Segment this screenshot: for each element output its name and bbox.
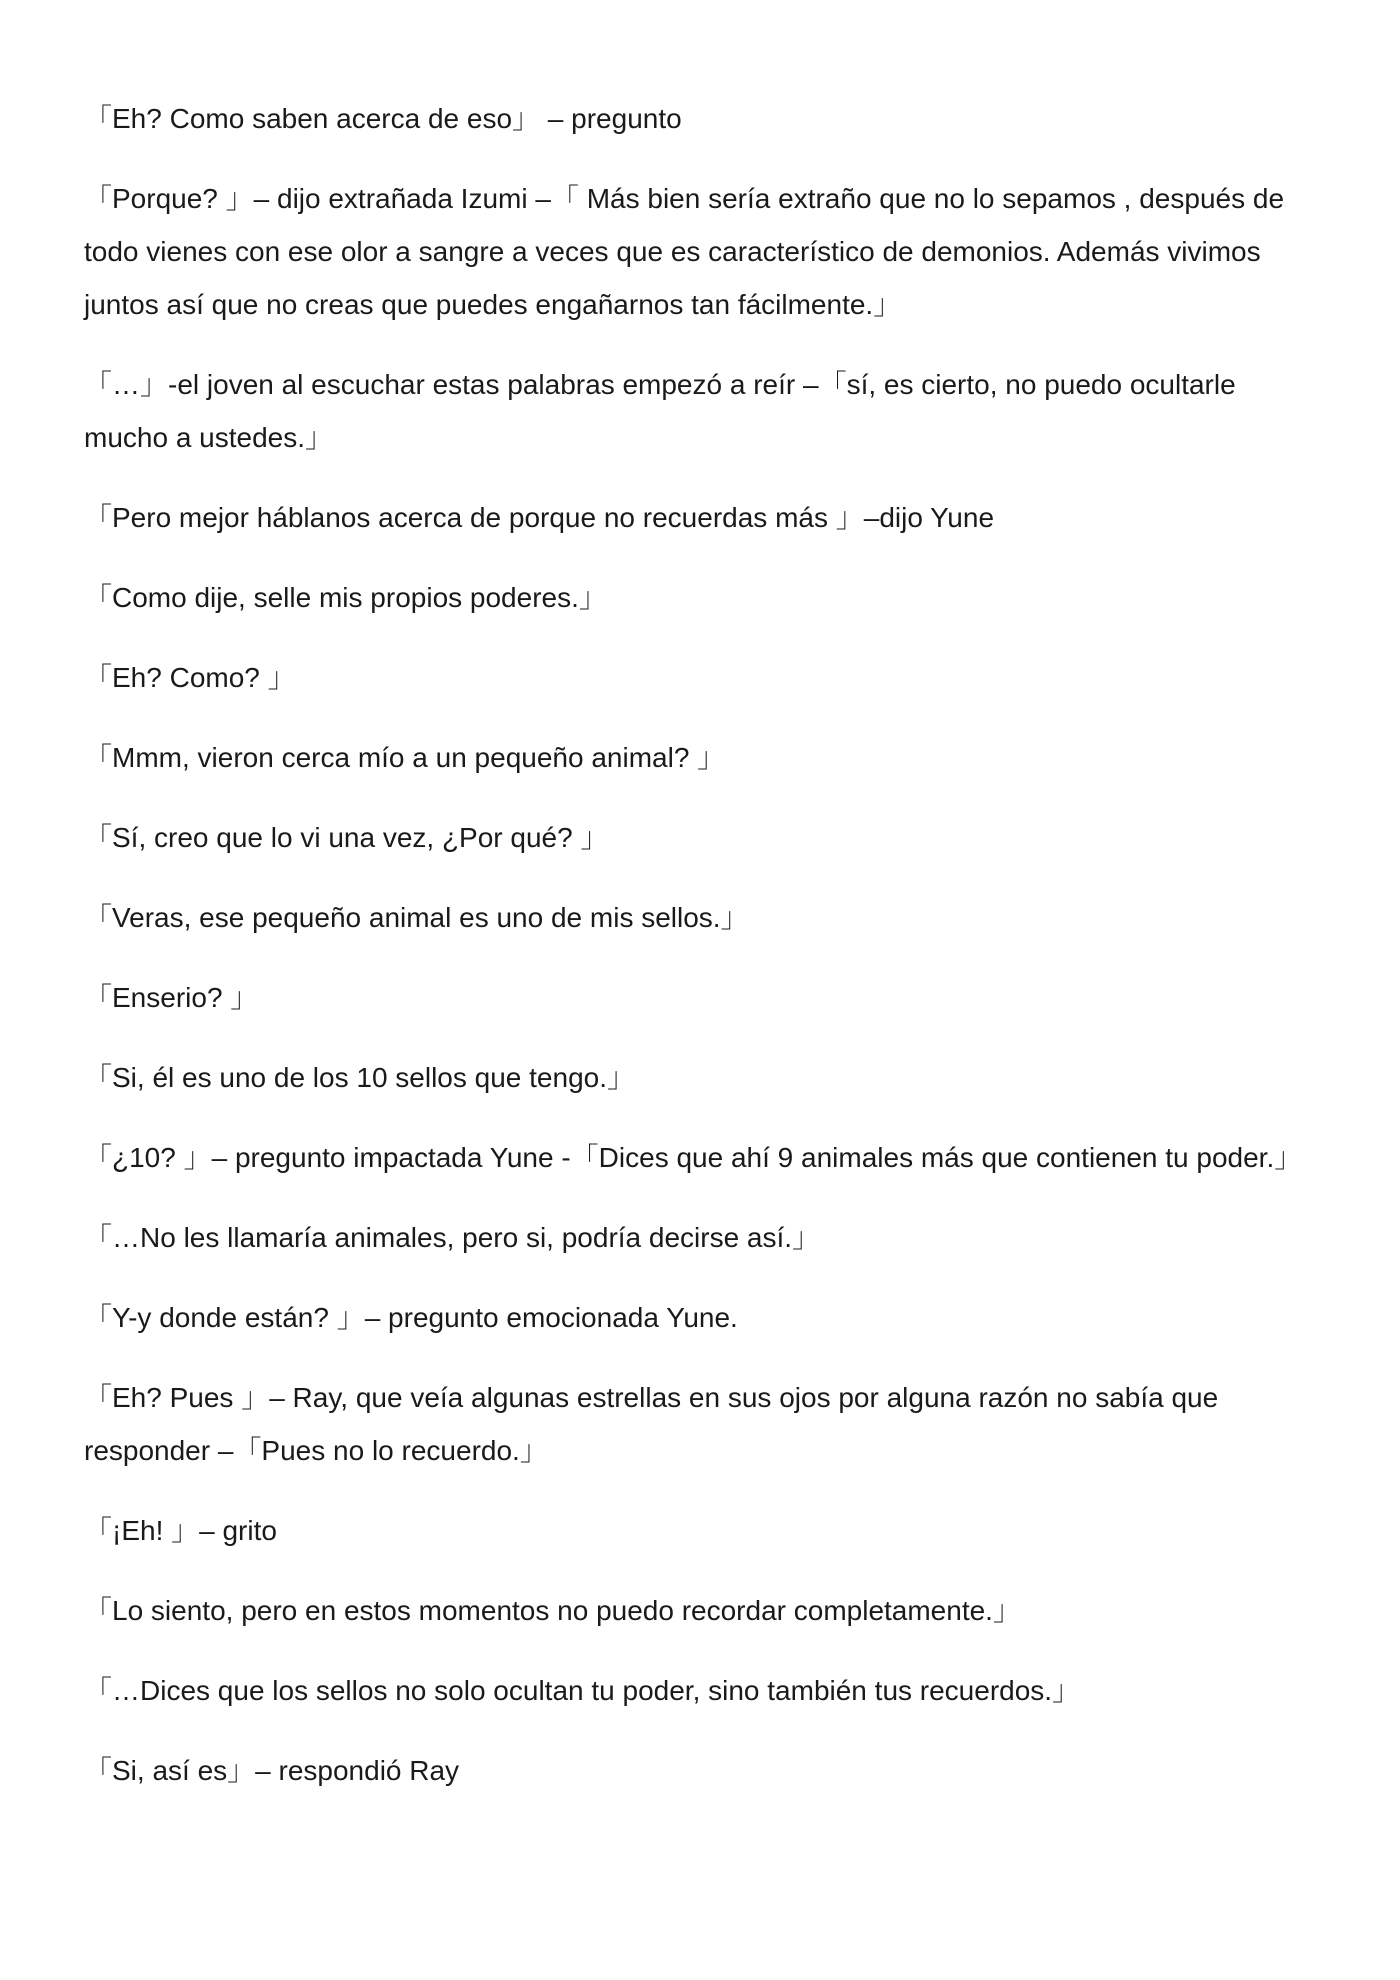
paragraph-13: 「…No les llamaría animales, pero si, podría decirse así.」 bbox=[84, 1222, 821, 1253]
paragraph-6: 「Eh? Como? 」 bbox=[84, 662, 296, 693]
paragraph-19: 「Si, así es」– respondió Ray bbox=[84, 1755, 460, 1786]
paragraph-12: 「¿10? 」– pregunto impactada Yune -「Dices que ahí 9 animales más que contienen tu poder.」 bbox=[84, 1142, 1303, 1173]
paragraph-17: 「Lo siento, pero en estos momentos no puedo recordar completamente.」 bbox=[84, 1595, 1021, 1626]
paragraph-5: 「Como dije, selle mis propios poderes.」 bbox=[84, 582, 607, 613]
paragraph-10: 「Enserio? 」 bbox=[84, 982, 259, 1013]
paragraph-18: 「…Dices que los sellos no solo ocultan tu poder, sino también tus recuerdos.」 bbox=[84, 1675, 1081, 1706]
paragraph-2: 「Porque? 」– dijo extrañada Izumi –「 Más bien sería extraño que no lo sepamos , después de todo vienes con ese olor a sangre a veces que es característico de demonios. Además vivimos juntos así que no creas que puedes engañarnos tan fácilmente.」 bbox=[84, 183, 1285, 320]
paragraph-1: 「Eh? Como saben acerca de eso」 – pregunto bbox=[84, 103, 682, 134]
paragraph-15: 「Eh? Pues 」– Ray, que veía algunas estrellas en sus ojos por alguna razón no sabía que responder –「Pues no lo recuerdo.」 bbox=[84, 1382, 1219, 1466]
paragraph-4: 「Pero mejor háblanos acerca de porque no recuerdas más 」–dijo Yune bbox=[84, 502, 995, 533]
paragraph-8: 「Sí, creo que lo vi una vez, ¿Por qué? 」 bbox=[84, 822, 609, 853]
paragraph-9: 「Veras, ese pequeño animal es uno de mis sellos.」 bbox=[84, 902, 749, 933]
paragraph-16: 「¡Eh! 」– grito bbox=[84, 1515, 277, 1546]
paragraph-3: 「…」-el joven al escuchar estas palabras empezó a reír –「sí, es cierto, no puedo ocultarle mucho a ustedes.」 bbox=[84, 369, 1236, 453]
document-body bbox=[84, 92, 1324, 1824]
paragraph-11: 「Si, él es uno de los 10 sellos que tengo.」 bbox=[84, 1062, 636, 1093]
paragraph-7: 「Mmm, vieron cerca mío a un pequeño animal? 」 bbox=[84, 742, 726, 773]
paragraph-14: 「Y-y donde están? 」– pregunto emocionada Yune. bbox=[84, 1302, 738, 1333]
